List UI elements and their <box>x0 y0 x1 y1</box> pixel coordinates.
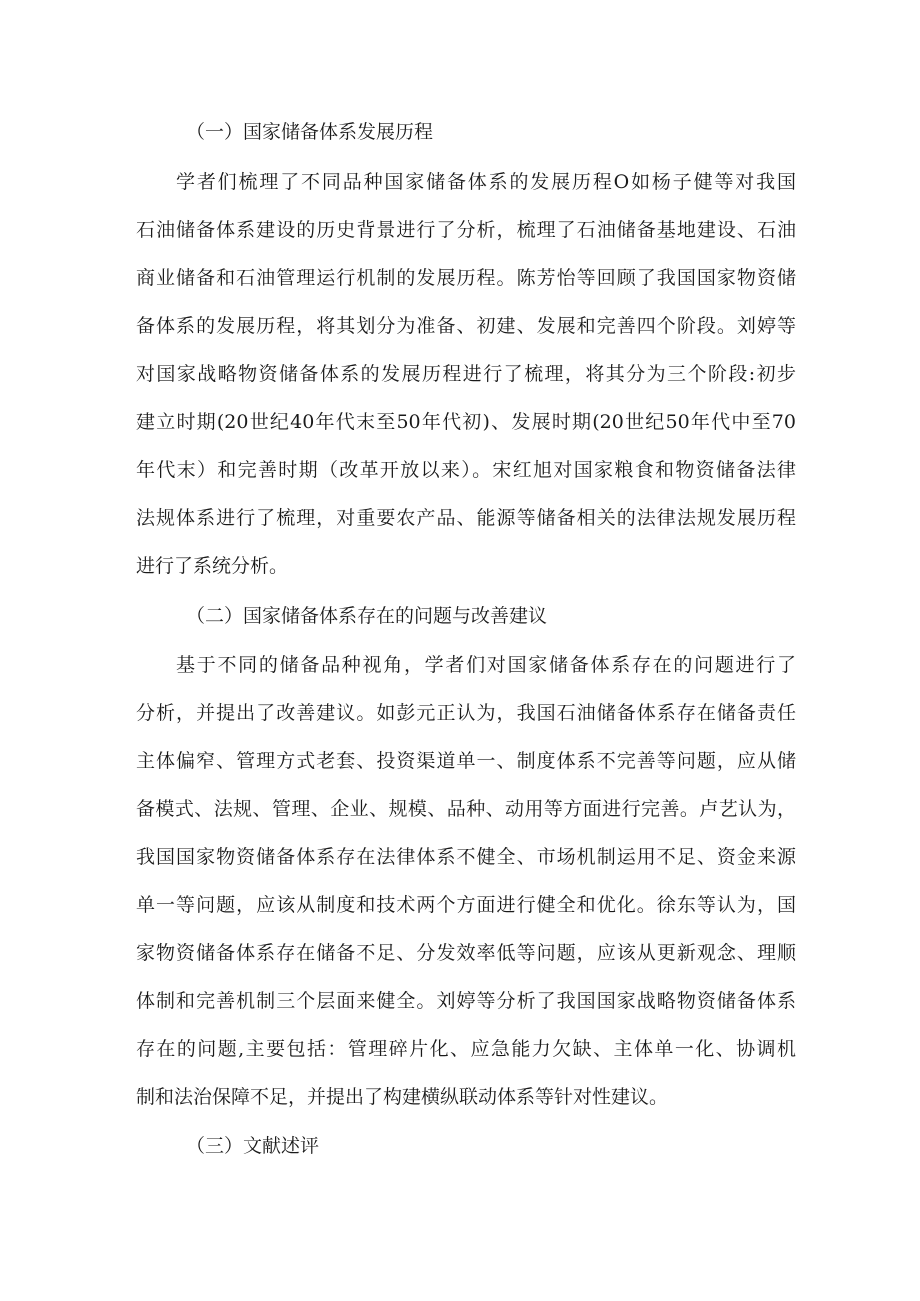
section-2-line-2: 分析，并提出了改善建议。如彭元正认为，我国石油储备体系存在储备责任 <box>136 702 796 724</box>
section-2-line-10: 制和法治保障不足，并提出了构建横纵联动体系等针对性建议。 <box>136 1086 669 1108</box>
section-2-line-6: 单一等问题，应该从制度和技术两个方面进行健全和优化。徐东等认为，国 <box>136 894 796 916</box>
section-2-heading: （二）国家储备体系存在的问题与改善建议 <box>186 605 548 627</box>
section-1-line-4: 备体系的发展历程，将其划分为准备、初建、发展和完善四个阶段。刘婷等 <box>136 315 796 337</box>
section-2-line-4: 备模式、法规、管理、企业、规模、品种、动用等方面进行完善。卢艺认为， <box>136 798 796 820</box>
section-1-line-8: 法规体系进行了梳理，对重要农产品、能源等储备相关的法律法规发展历程 <box>136 507 796 529</box>
section-2-line-7: 家物资储备体系存在储备不足、分发效率低等问题，应该从更新观念、理顺 <box>136 942 796 964</box>
section-1-line-6: 建立时期(20世纪40年代末至50年代初)、发展时期(20世纪50年代中至70 <box>136 411 796 433</box>
section-1-line-9: 进行了系统分析。 <box>136 555 289 577</box>
section-3-heading: （三）文献述评 <box>186 1135 320 1157</box>
section-1-heading: （一）国家储备体系发展历程 <box>186 121 434 143</box>
section-1-line-7: 年代末）和完善时期（改革开放以来）。宋红旭对国家粮食和物资储备法律 <box>136 459 796 481</box>
section-1-line-2: 石油储备体系建设的历史背景进行了分析，梳理了石油储备基地建设、石油 <box>136 219 796 241</box>
section-2-line-3: 主体偏窄、管理方式老套、投资渠道单一、制度体系不完善等问题，应从储 <box>136 750 796 772</box>
section-2-line-8: 体制和完善机制三个层面来健全。刘婷等分析了我国国家战略物资储备体系 <box>136 990 796 1012</box>
section-1-line-1: 学者们梳理了不同品种国家储备体系的发展历程O如杨子健等对我国 <box>176 171 796 193</box>
section-2-line-9: 存在的问题,主要包括：管理碎片化、应急能力欠缺、主体单一化、协调机 <box>136 1038 796 1060</box>
section-1-line-5: 对国家战略物资储备体系的发展历程进行了梳理，将其分为三个阶段:初步 <box>136 363 796 385</box>
section-2-line-1: 基于不同的储备品种视角，学者们对国家储备体系存在的问题进行了 <box>176 654 796 676</box>
section-2-line-5: 我国国家物资储备体系存在法律体系不健全、市场机制运用不足、资金来源 <box>136 846 796 868</box>
section-1-line-3: 商业储备和石油管理运行机制的发展历程。陈芳怡等回顾了我国国家物资储 <box>136 267 796 289</box>
